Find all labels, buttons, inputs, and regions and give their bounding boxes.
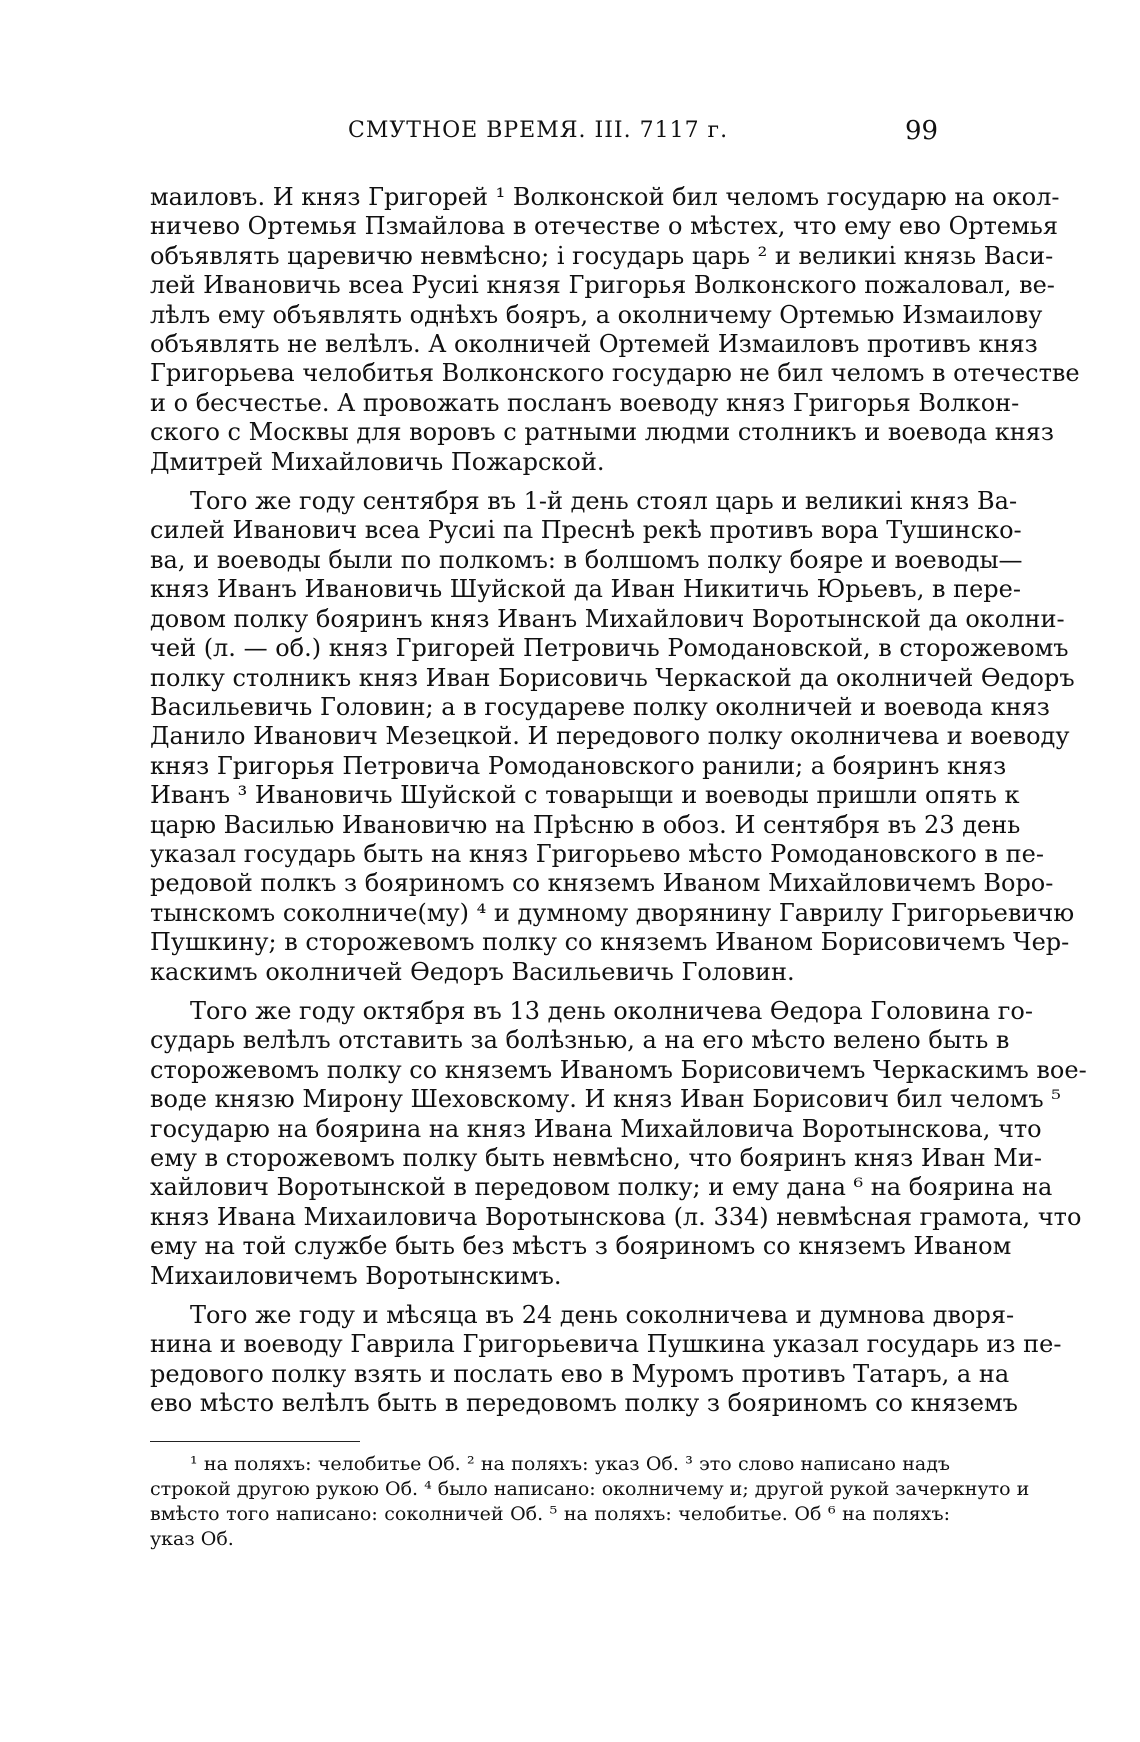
text-line: каскимъ околничей Өедоръ Васильевичь Головин. [150,957,795,986]
text-line: княз Иванъ Ивановичь Шуйской да Иван Никитичь Юрьевъ, в пере- [150,575,1021,604]
text-line: силей Иванович всеа Русиі па Преснѣ рекѣ противъ вора Тушинско- [150,516,1022,545]
text-line: ему в сторожевомъ полку быть невмѣсно, что бояринъ княз Иван Ми- [150,1144,1042,1172]
text-line: нина и воеводу Гаврила Григорьевича Пушкина указал государь из пе- [150,1330,1062,1359]
text-line: маиловъ. И княз Григорей ¹ Волконской бил челомъ государю на окол- [150,183,1060,211]
text-line: объявлять царевичю невмѣсно; і государь царь ² и великиі князь Васи- [150,241,1054,270]
footnote-line: вмѣсто того написано: соколничей Об. ⁵ на поляхъ: челобитье. Об ⁶ на поляхъ: [150,1503,950,1525]
text-line: указал государь быть на княз Григорьево мѣсто Ромодановского в пе- [150,839,1044,868]
text-line: довом полку бояринъ княз Иванъ Михайлович Воротынской да околни- [150,604,1065,633]
text-line: Михаиловичемъ Воротынскимъ. [150,1261,562,1290]
footnote-line: строкой другою рукою Об. ⁴ было написано: околничему и; другой рукой зачеркнуто и [150,1478,1030,1500]
text-line: тынскомъ соколниче(му) ⁴ и думному дворянину Гаврилу Григорьевичю [150,898,1075,927]
text-line: ского с Москвы для воровъ с ратными людми столникъ и воевода княз [150,418,1054,447]
paragraph-1 [150,183,1080,477]
text-line: хайлович Воротынской в передовом полку; и ему дана ⁶ на боярина на [150,1173,1053,1202]
footnote-line: ¹ на поляхъ: челобитье Об. ² на поляхъ: указ Об. ³ это слово написано надъ [190,1453,950,1475]
paragraph-4 [150,1301,1062,1419]
text-line: княз Григорья Петровича Ромодановского ранили; а бояринъ княз [150,751,1007,780]
text-line: государю на боярина на княз Ивана Михайловича Воротынскова, что [150,1114,1042,1143]
page-header [150,118,950,158]
paragraph-2 [150,487,1075,987]
text-line: лей Ивановичь всеа Русиі князя Григорья Волконского пожаловал, ве- [150,271,1055,300]
text-line: объявлять не велѣлъ. А околничей Ортемей Измаиловъ противъ княз [150,330,1038,359]
paragraph-3 [150,996,1087,1291]
text-line: ничево Ортемья Пзмайлова в отечестве о мѣстех, что ему ево Ортемья [150,212,1058,241]
text-line: Данило Иванович Мезецкой. И передового полку околничева и воеводу [150,722,1070,751]
text-line: чей (л. — об.) княз Григорей Петровичь Ромодановской, в сторожевомъ [150,634,1069,663]
text-line: лѣлъ ему объявлять однѣхъ бояръ, а околничему Ортемью Измаилову [150,300,1043,329]
text-line: Того же году сентября въ 1-й день стоял царь и великиі княз Ва- [190,487,1018,516]
footnote-line: указ Об. [150,1528,234,1550]
footnotes [150,1452,1030,1552]
text-line: ево мѣсто велѣлъ быть в передовомъ полку з бояриномъ со княземъ [150,1389,1018,1418]
text-line: царю Василью Ивановичю на Прѣсню в обоз. И сентября въ 23 день [150,810,1021,839]
text-line: сударь велѣлъ отставить за болѣзнью, а на его мѣсто велено быть в [150,1026,1010,1055]
text-line: и о бесчестье. А провожать посланъ воеводу княз Григорья Волкон- [150,388,1020,417]
text-line: редового полку взять и послать ево в Муромъ противъ Татаръ, а на [150,1359,1010,1388]
text-line: ему на той службе быть без мѣстъ з бояриномъ со княземъ Иваном [150,1232,1012,1261]
text-line: ва, и воеводы были по полкомъ: в болшомъ полку бояре и воеводы— [150,545,1023,574]
text-line: Васильевичь Головин; а в государеве полку околничей и воевода княз [150,692,1050,721]
text-line: сторожевомъ полку со княземъ Иваномъ Борисовичемъ Черкаскимъ вое- [150,1055,1087,1084]
text-line: полку столникъ княз Иван Борисовичь Черкаской да околничей Өедоръ [150,663,1075,692]
text-line: редовой полкъ з бояриномъ со княземъ Иваном Михайловичемъ Воро- [150,869,1054,898]
running-title: СМУТНОЕ ВРЕМЯ. III. 7117 г. [348,118,729,143]
body-text [150,183,1087,1429]
page-number: 99 [905,116,939,146]
text-line: Того же году октября въ 13 день околничева Өедора Головина го- [190,996,1033,1025]
text-line: воде князю Мирону Шеховскому. И княз Иван Борисович бил челомъ ⁵ [150,1085,1061,1114]
text-line: Дмитрей Михайловичь Пожарской. [150,447,605,476]
footnote-divider [150,1441,360,1442]
text-line: Григорьева челобитья Волконского государю не бил челомъ в отечестве [150,359,1080,388]
text-line: Иванъ ³ Ивановичь Шуйской с товарыщи и воеводы пришли опять к [150,781,1020,810]
text-line: Того же году и мѣсяца въ 24 день соколничева и думнова дворя- [190,1301,1015,1330]
text-line: княз Ивана Михаиловича Воротынскова (л. 334) невмѣсная грамота, что [150,1202,1082,1231]
text-line: Пушкину; в сторожевомъ полку со княземъ Иваном Борисовичемъ Чер- [150,928,1070,957]
